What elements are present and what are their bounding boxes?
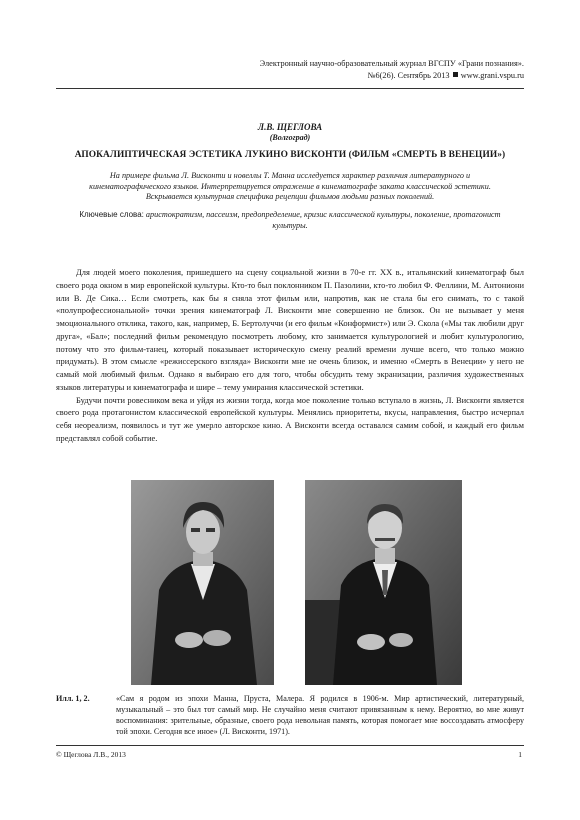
abstract: На примере фильма Л. Висконти и новеллы Т. Манна исследуется характер различия литературного и кинематографического языков. Интерпретируется отражение в кинематографе заката классической эстетики. Вскрывается культурная специфика рецепции фильмов людьми разных поколений. bbox=[89, 171, 491, 202]
page-number: 1 bbox=[518, 750, 522, 759]
author-block bbox=[56, 122, 524, 162]
footer-divider bbox=[56, 745, 524, 746]
caption-label: Илл. 1, 2. bbox=[56, 694, 90, 703]
square-bullet-icon bbox=[453, 72, 458, 77]
caption-text: «Сам я родом из эпохи Манна, Пруста, Малера. Я родился в 1906-м. Мир артистический, литературный, музыкальный – это был тот самый мир. Не случайно меня считают привязанным к нему. Вероятно, во мне живут воспоминания: зрительные, образные, своего рода невольная память, которая помогает мне воссоздавать атмосферу той эпохи. Сегодня все иное» (Л. Висконти, 1971). bbox=[116, 694, 524, 736]
header-divider bbox=[56, 88, 524, 89]
copyright: © Щеглова Л.В., 2013 bbox=[56, 750, 126, 759]
article-title: АПОКАЛИПТИЧЕСКАЯ ЭСТЕТИКА ЛУКИНО ВИСКОНТИ (ФИЛЬМ «СМЕРТЬ В ВЕНЕЦИИ») bbox=[74, 150, 506, 160]
body-paragraph-2: Будучи почти ровесником века и уйдя из жизни тогда, когда мое поколение только вступало в жизнь, Л. Висконти является своего рода протагонистом классической европейской культуры. Менялись приоритеты, вкусы, направления, быстро исчерпал себя неореализм, появилось и тут же умерло авторское кино. А Висконти всегда оставался самим собой, и каждый его фильм представлял собой событие. bbox=[56, 394, 524, 443]
issue-number: №6(26). Сентябрь 2013 bbox=[367, 71, 450, 80]
journal-website: www.grani.vspu.ru bbox=[460, 71, 524, 80]
portrait-photo-icon bbox=[305, 480, 462, 685]
photo-mahler bbox=[131, 480, 274, 685]
keywords bbox=[70, 210, 510, 231]
figure-caption bbox=[56, 693, 524, 737]
article-body bbox=[56, 266, 524, 445]
journal-issue-line bbox=[260, 70, 524, 82]
figure-photos bbox=[0, 480, 580, 685]
body-paragraph-1: Для людей моего поколения, пришедшего на сцену социальной жизни в 70-е гг. XX в., итальянский кинематограф был своего рода окном в мир европейской культуры. Кто-то был поклонником П. Пазолини, кто-то любил Ф. Феллини, М. Антониони или В. Де Сика… Если смотреть, как бы я сняла этот фильм или, напротив, как не стала бы его снимать, то с такой «полупрофессиональной» точки зрения кинематограф Л. Висконти мне совершенно не близок. Он не вызывает у меня эмоционального отклика, такого, как, например, Б. Бертолуччи (и его фильм «Конформист») или Э. Скола («Мы так любили друг друга», «Бал»; последний фильм рекомендую посмотреть любому, кто занимается культурологией и любит культурологию, потому что это фильм-танец, который показывает историческую смену реалий времени лучше всего, что только можно придумать). В этом смысле «режиссерского взгляда» Висконти мне не очень близок, и именно «Смерть в Венеции» у него не самый мой любимый фильм. Однако я выбираю его для того, чтобы обсудить тему экранизации, различия художественных языков литературы и кинематографа и шире – тему умирания классической эстетики. bbox=[56, 267, 524, 392]
portrait-photo-icon bbox=[131, 480, 274, 685]
keywords-label: Ключевые слова: bbox=[79, 210, 144, 219]
photo-mann bbox=[305, 480, 462, 685]
author-city: (Волгоград) bbox=[269, 133, 311, 142]
journal-header bbox=[260, 58, 524, 82]
author-name: Л.В. ЩЕГЛОВА bbox=[257, 122, 323, 132]
keywords-text: аристократизм, пассеизм, предопределение, кризис классической культуры, поколение, протагонист культуры. bbox=[145, 210, 501, 230]
journal-name: Электронный научно-образовательный журнал ВГСПУ «Грани познания». bbox=[259, 59, 524, 68]
